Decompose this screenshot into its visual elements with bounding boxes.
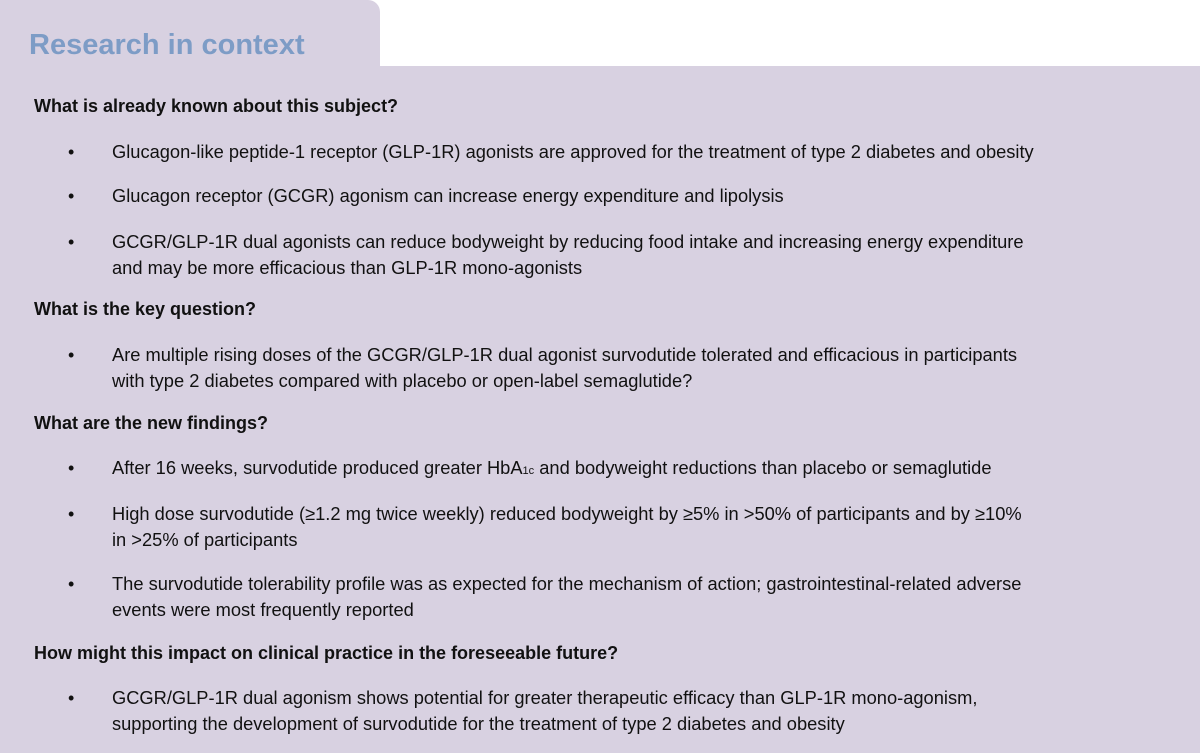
bullet-text: GCGR/GLP-1R dual agonism shows potential for greater therapeutic efficacy than GLP-1R mono-agonism, supporting the development of survodutide for the treatment of type 2 diabetes and obesity	[112, 687, 978, 734]
bullet-text: Glucagon-like peptide-1 receptor (GLP-1R) agonists are approved for the treatment of type 2 diabetes and obesity	[112, 141, 1034, 162]
bullet-text: High dose survodutide (≥1.2 mg twice weekly) reduced bodyweight by ≥5% in >50% of participants and by ≥10% in >25% of participants	[112, 503, 1022, 550]
bullet-icon: •	[68, 574, 75, 594]
bullet-text: GCGR/GLP-1R dual agonists can reduce bodyweight by reducing food intake and increasing energy expenditure and may be more efficacious than GLP-1R mono-agonists	[112, 231, 1024, 278]
bullet-icon: •	[68, 688, 75, 708]
bullet-text: After 16 weeks, survodutide produced greater HbA1c and bodyweight reductions than placebo or semaglutide	[112, 457, 992, 478]
question-findings: What are the new findings?	[34, 413, 269, 433]
bullet-text: The survodutide tolerability profile was as expected for the mechanism of action; gastrointestinal-related adverse events were most frequently reported	[112, 573, 1022, 620]
bullet-icon: •	[68, 186, 75, 206]
question-impact: How might this impact on clinical practice in the foreseeable future?	[34, 643, 619, 663]
bullet-text: Are multiple rising doses of the GCGR/GLP-1R dual agonist survodutide tolerated and efficacious in participants with type 2 diabetes compared with placebo or open-label semaglutide?	[112, 344, 1018, 391]
bullet-icon: •	[68, 232, 75, 252]
bullet-icon: •	[68, 345, 75, 365]
bullet-icon: •	[68, 504, 75, 524]
hba1c-subscript: 1c	[522, 465, 535, 477]
bullet-text: Glucagon receptor (GCGR) agonism can increase energy expenditure and lipolysis	[112, 185, 784, 206]
bullet-icon: •	[68, 458, 75, 478]
section-title: Research in context	[29, 29, 305, 61]
header-tab	[0, 0, 380, 72]
bullet-icon: •	[68, 142, 75, 162]
question-known: What is already known about this subject?	[34, 96, 399, 116]
question-key: What is the key question?	[34, 299, 257, 319]
